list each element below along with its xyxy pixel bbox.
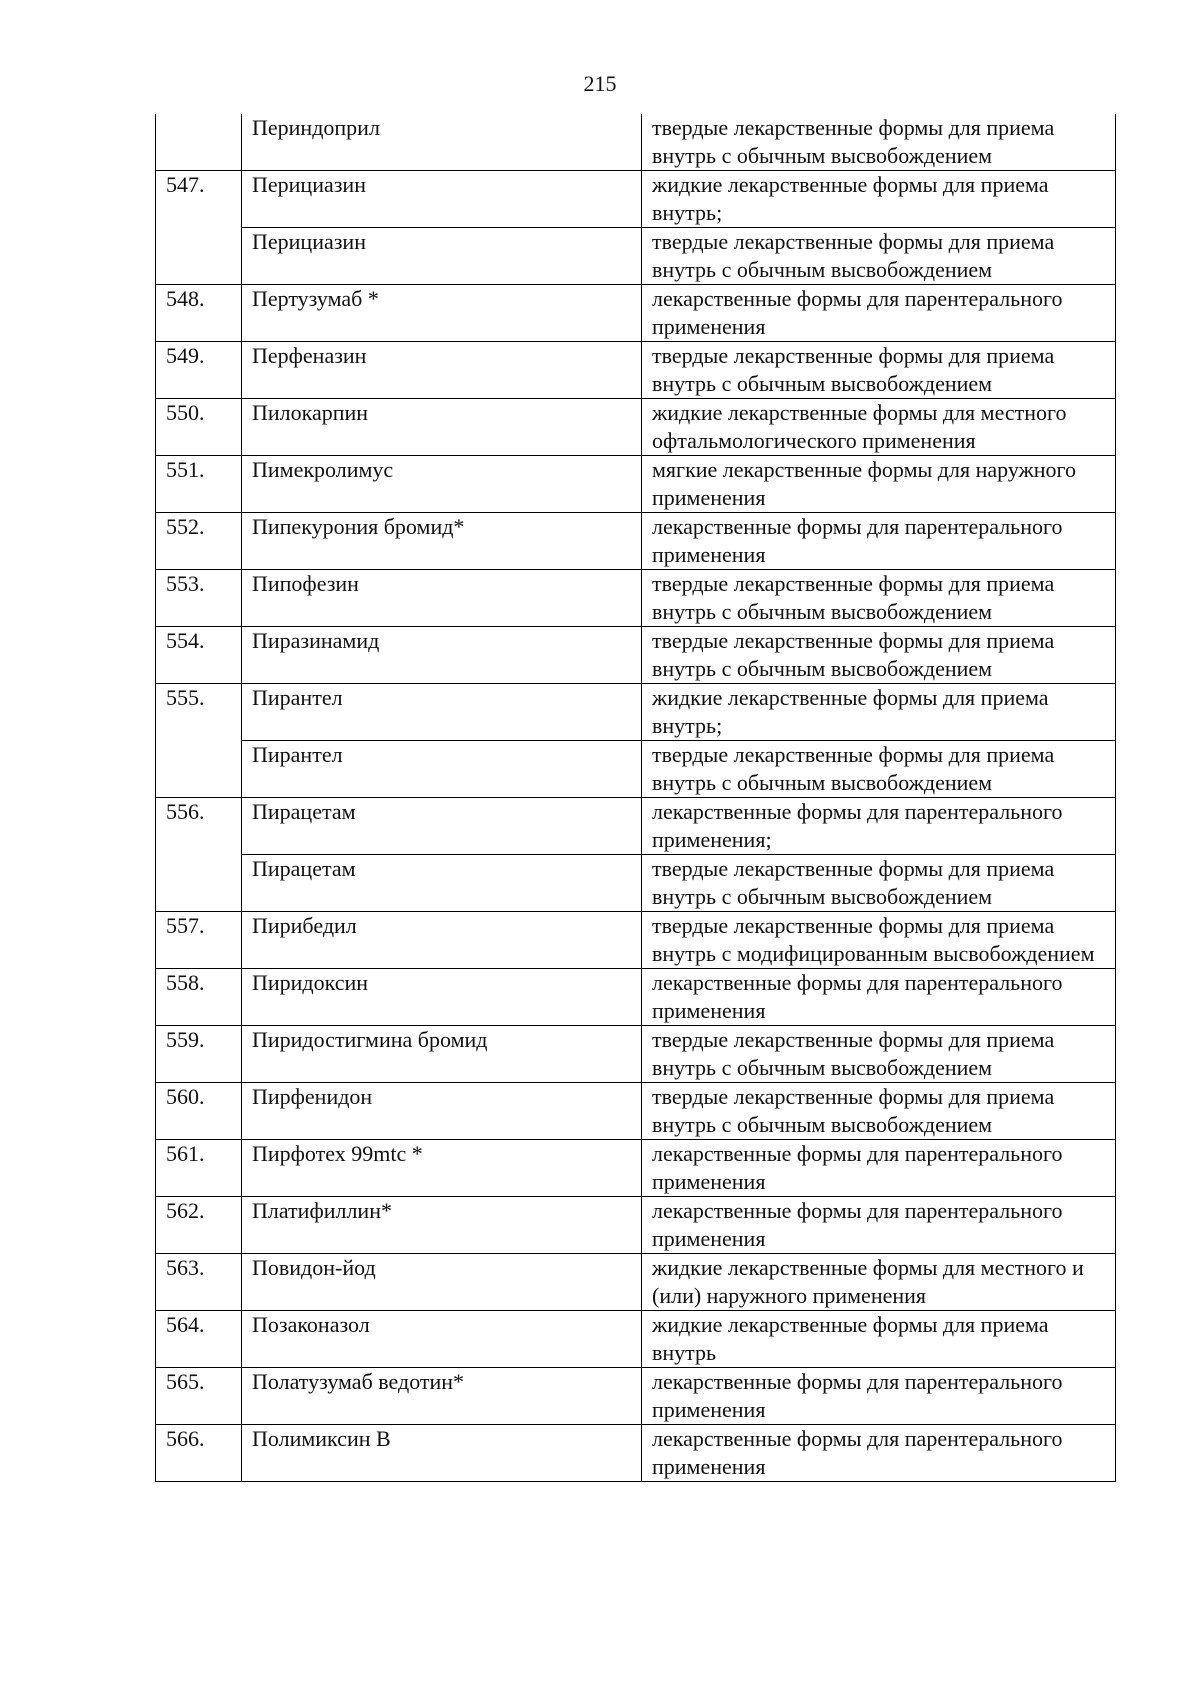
row-number: 554.: [156, 627, 242, 684]
row-number: 564.: [156, 1311, 242, 1368]
table-row: [156, 1425, 1116, 1482]
row-number: 558.: [156, 969, 242, 1026]
table-row: [156, 399, 1116, 456]
row-number: [156, 114, 242, 171]
table-row: [156, 855, 1116, 912]
dosage-form: твердые лекарственные формы для приема внутрь с обычным высвобождением: [642, 114, 1116, 171]
dosage-form: твердые лекарственные формы для приема внутрь с обычным высвобождением: [642, 855, 1116, 912]
table-row: [156, 513, 1116, 570]
drug-name: Пипекурония бромид*: [242, 513, 642, 570]
drug-name: Пипофезин: [242, 570, 642, 627]
dosage-form: лекарственные формы для парентерального применения: [642, 1140, 1116, 1197]
dosage-form: жидкие лекарственные формы для приема внутрь;: [642, 684, 1116, 741]
row-number: 556.: [156, 798, 242, 912]
drug-name: Пирацетам: [242, 855, 642, 912]
drug-name: Пимекролимус: [242, 456, 642, 513]
dosage-form: лекарственные формы для парентерального применения: [642, 1425, 1116, 1482]
drug-name: Перициазин: [242, 228, 642, 285]
row-number: 560.: [156, 1083, 242, 1140]
dosage-form: твердые лекарственные формы для приема внутрь с обычным высвобождением: [642, 342, 1116, 399]
row-number: 553.: [156, 570, 242, 627]
row-number: 563.: [156, 1254, 242, 1311]
row-number: 555.: [156, 684, 242, 798]
drug-name: Пирантел: [242, 741, 642, 798]
table-row: [156, 1026, 1116, 1083]
table-row: [156, 798, 1116, 855]
row-number: 549.: [156, 342, 242, 399]
dosage-form: твердые лекарственные формы для приема внутрь с обычным высвобождением: [642, 570, 1116, 627]
dosage-form: твердые лекарственные формы для приема внутрь с обычным высвобождением: [642, 1083, 1116, 1140]
table-body: [156, 114, 1116, 1482]
drug-name: Пертузумаб *: [242, 285, 642, 342]
row-number: 562.: [156, 1197, 242, 1254]
dosage-form: лекарственные формы для парентерального применения: [642, 1368, 1116, 1425]
table-row: [156, 684, 1116, 741]
table-row: [156, 570, 1116, 627]
drug-name: Пирибедил: [242, 912, 642, 969]
dosage-form: твердые лекарственные формы для приема внутрь с модифицированным высвобождением: [642, 912, 1116, 969]
dosage-form: лекарственные формы для парентерального применения: [642, 513, 1116, 570]
drug-name: Платифиллин*: [242, 1197, 642, 1254]
row-number: 559.: [156, 1026, 242, 1083]
dosage-form: твердые лекарственные формы для приема внутрь с обычным высвобождением: [642, 228, 1116, 285]
drug-name: Пирантел: [242, 684, 642, 741]
drug-name: Пиразинамид: [242, 627, 642, 684]
table-row: [156, 912, 1116, 969]
dosage-form: твердые лекарственные формы для приема внутрь с обычным высвобождением: [642, 1026, 1116, 1083]
row-number: 565.: [156, 1368, 242, 1425]
drug-name: Повидон-йод: [242, 1254, 642, 1311]
dosage-form: жидкие лекарственные формы для местного офтальмологического применения: [642, 399, 1116, 456]
dosage-form: лекарственные формы для парентерального применения;: [642, 798, 1116, 855]
page-number: 215: [583, 71, 617, 96]
drug-name: Пирфенидон: [242, 1083, 642, 1140]
row-number: 557.: [156, 912, 242, 969]
drug-name: Периндоприл: [242, 114, 642, 171]
drug-name: Перициазин: [242, 171, 642, 228]
table-row: [156, 1311, 1116, 1368]
drug-name: Пилокарпин: [242, 399, 642, 456]
dosage-form: лекарственные формы для парентерального применения: [642, 285, 1116, 342]
dosage-form: твердые лекарственные формы для приема внутрь с обычным высвобождением: [642, 627, 1116, 684]
row-number: 550.: [156, 399, 242, 456]
row-number: 551.: [156, 456, 242, 513]
drug-name: Пиридостигмина бромид: [242, 1026, 642, 1083]
drug-name: Пирацетам: [242, 798, 642, 855]
table-row: [156, 741, 1116, 798]
row-number: 548.: [156, 285, 242, 342]
table-row: [156, 171, 1116, 228]
table-row: [156, 1368, 1116, 1425]
row-number: 566.: [156, 1425, 242, 1482]
drug-name: Перфеназин: [242, 342, 642, 399]
table-row: [156, 456, 1116, 513]
table-row: [156, 285, 1116, 342]
table-row: [156, 1083, 1116, 1140]
table-row: [156, 228, 1116, 285]
dosage-form: жидкие лекарственные формы для приема внутрь;: [642, 171, 1116, 228]
table-row: [156, 114, 1116, 171]
dosage-form: лекарственные формы для парентерального применения: [642, 1197, 1116, 1254]
drug-name: Позаконазол: [242, 1311, 642, 1368]
row-number: 547.: [156, 171, 242, 285]
drug-name: Пирфотех 99mtc *: [242, 1140, 642, 1197]
dosage-form: жидкие лекарственные формы для местного и (или) наружного применения: [642, 1254, 1116, 1311]
row-number: 561.: [156, 1140, 242, 1197]
table-row: [156, 342, 1116, 399]
table-row: [156, 627, 1116, 684]
drug-table: [155, 114, 1116, 1482]
table-row: [156, 969, 1116, 1026]
table-row: [156, 1254, 1116, 1311]
row-number: 552.: [156, 513, 242, 570]
dosage-form: мягкие лекарственные формы для наружного применения: [642, 456, 1116, 513]
table-row: [156, 1197, 1116, 1254]
dosage-form: лекарственные формы для парентерального применения: [642, 969, 1116, 1026]
drug-name: Пиридоксин: [242, 969, 642, 1026]
table-row: [156, 1140, 1116, 1197]
dosage-form: твердые лекарственные формы для приема внутрь с обычным высвобождением: [642, 741, 1116, 798]
dosage-form: жидкие лекарственные формы для приема внутрь: [642, 1311, 1116, 1368]
drug-name: Полимиксин В: [242, 1425, 642, 1482]
drug-name: Полатузумаб ведотин*: [242, 1368, 642, 1425]
